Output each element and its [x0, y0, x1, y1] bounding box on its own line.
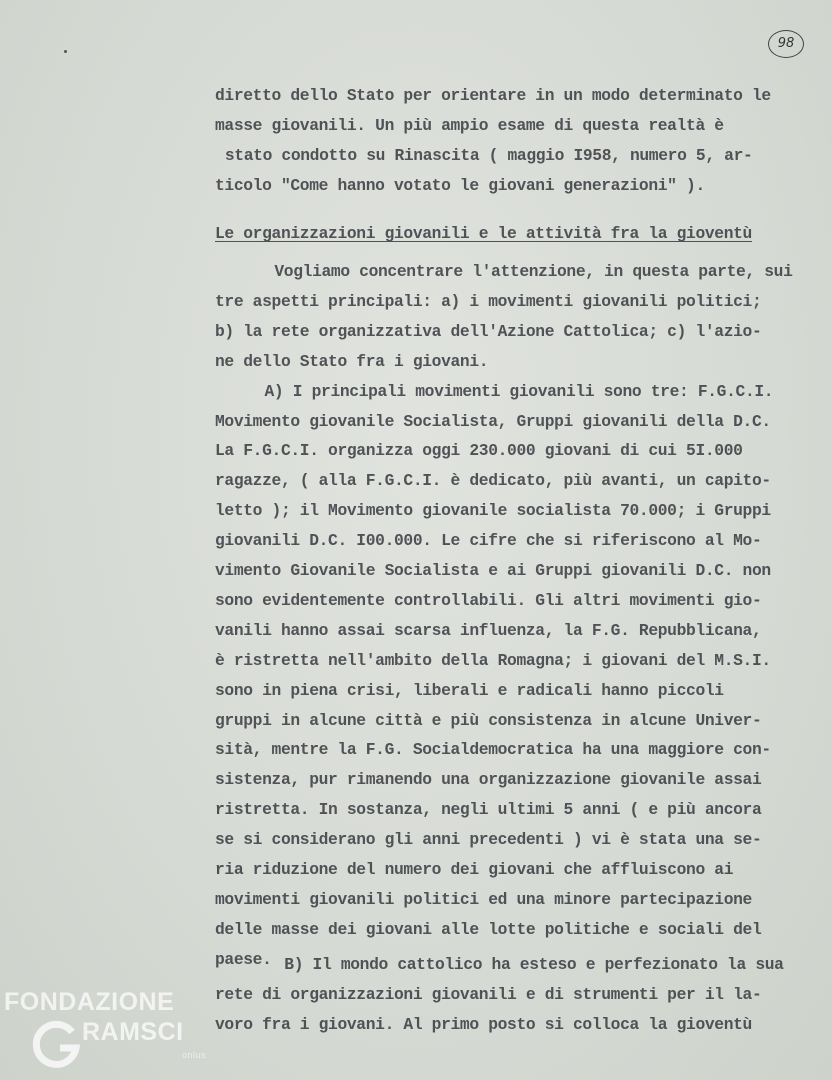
text-line: masse giovanili. Un più ampio esame di questa realtà è — [215, 115, 724, 135]
text-line: ria riduzione del numero dei giovani che affluiscono ai — [215, 860, 734, 879]
text-line: ragazze, ( alla F.G.C.I. è dedicato, più avanti, un capito- — [215, 471, 771, 491]
watermark-line1: FONDAZIONE — [4, 988, 175, 1016]
text-line: sono in piena crisi, liberali e radicali hanno piccoli — [215, 680, 724, 700]
text-line: A) I principali movimenti giovanili sono tre: F.G.C.I. — [264, 381, 774, 401]
text-line: sità, mentre la F.G. Socialdemocratica ha una maggiore con- — [215, 740, 771, 760]
text-line: sono evidentemente controllabili. Gli altri movimenti gio- — [215, 590, 762, 610]
text-line: voro fra i giovani. Al primo posto si colloca la gioventù — [215, 1014, 752, 1034]
text-line: diretto dello Stato per orientare in un modo determinato le — [215, 86, 771, 105]
text-line: ristretta. In sostanza, negli ultimi 5 anni ( e più ancora — [215, 800, 762, 820]
text-line: B) Il mondo cattolico ha esteso e perfezionato la sua — [284, 955, 784, 974]
paper-speck — [64, 50, 67, 53]
text-line: delle masse dei giovani alle lotte politiche e sociali del — [215, 919, 762, 939]
text-line: giovanili D.C. I00.000. Le cifre che si riferiscono al Mo- — [215, 531, 762, 551]
text-line: Vogliamo concentrare l'attenzione, in questa parte, sui — [274, 262, 793, 281]
gramsci-g-logo-icon — [32, 1018, 84, 1070]
section-heading: Le organizzazioni giovanili e le attività fra la gioventù — [215, 224, 752, 243]
text-line: ticolo "Come hanno votato le giovani generazioni" ). — [215, 175, 705, 195]
text-line: ne dello Stato fra i giovani. — [215, 351, 489, 371]
text-line: se si considerano gli anni precedenti ) vi è stata una se- — [215, 830, 762, 850]
text-line: b) la rete organizzativa dell'Azione Cattolica; c) l'azio- — [215, 321, 762, 341]
text-line: sistenza, pur rimanendo una organizzazione giovanile assai — [215, 770, 762, 790]
text-line: tre aspetti principali: a) i movimenti giovanili politici; — [215, 291, 762, 311]
text-line: stato condotto su Rinascita ( maggio I958, numero 5, ar- — [224, 145, 753, 165]
text-line: vimento Giovanile Socialista e ai Gruppi giovanili D.C. non — [215, 561, 771, 580]
text-line: letto ); il Movimento giovanile socialista 70.000; i Gruppi — [215, 501, 771, 521]
text-line: è ristretta nell'ambito della Romagna; i giovani del M.S.I. — [215, 650, 771, 670]
page-number: 98 — [768, 30, 804, 58]
fondazione-gramsci-watermark — [4, 988, 214, 1068]
text-line: Movimento giovanile Socialista, Gruppi giovanili della D.C. — [215, 411, 771, 431]
text-line: La F.G.C.I. organizza oggi 230.000 giovani di cui 5I.000 — [215, 441, 743, 461]
text-line: rete di organizzazioni giovanili e di strumenti per il la- — [215, 984, 762, 1004]
text-line: vanili hanno assai scarsa influenza, la F.G. Repubblicana, — [215, 620, 762, 640]
text-line: gruppi in alcune città e più consistenza in alcune Univer- — [215, 710, 762, 730]
watermark-line2: RAMSCI — [82, 1018, 184, 1046]
watermark-line3: onlus — [182, 1050, 207, 1060]
text-line: paese. — [215, 949, 272, 969]
text-line: movimenti giovanili politici ed una minore partecipazione — [215, 889, 752, 909]
